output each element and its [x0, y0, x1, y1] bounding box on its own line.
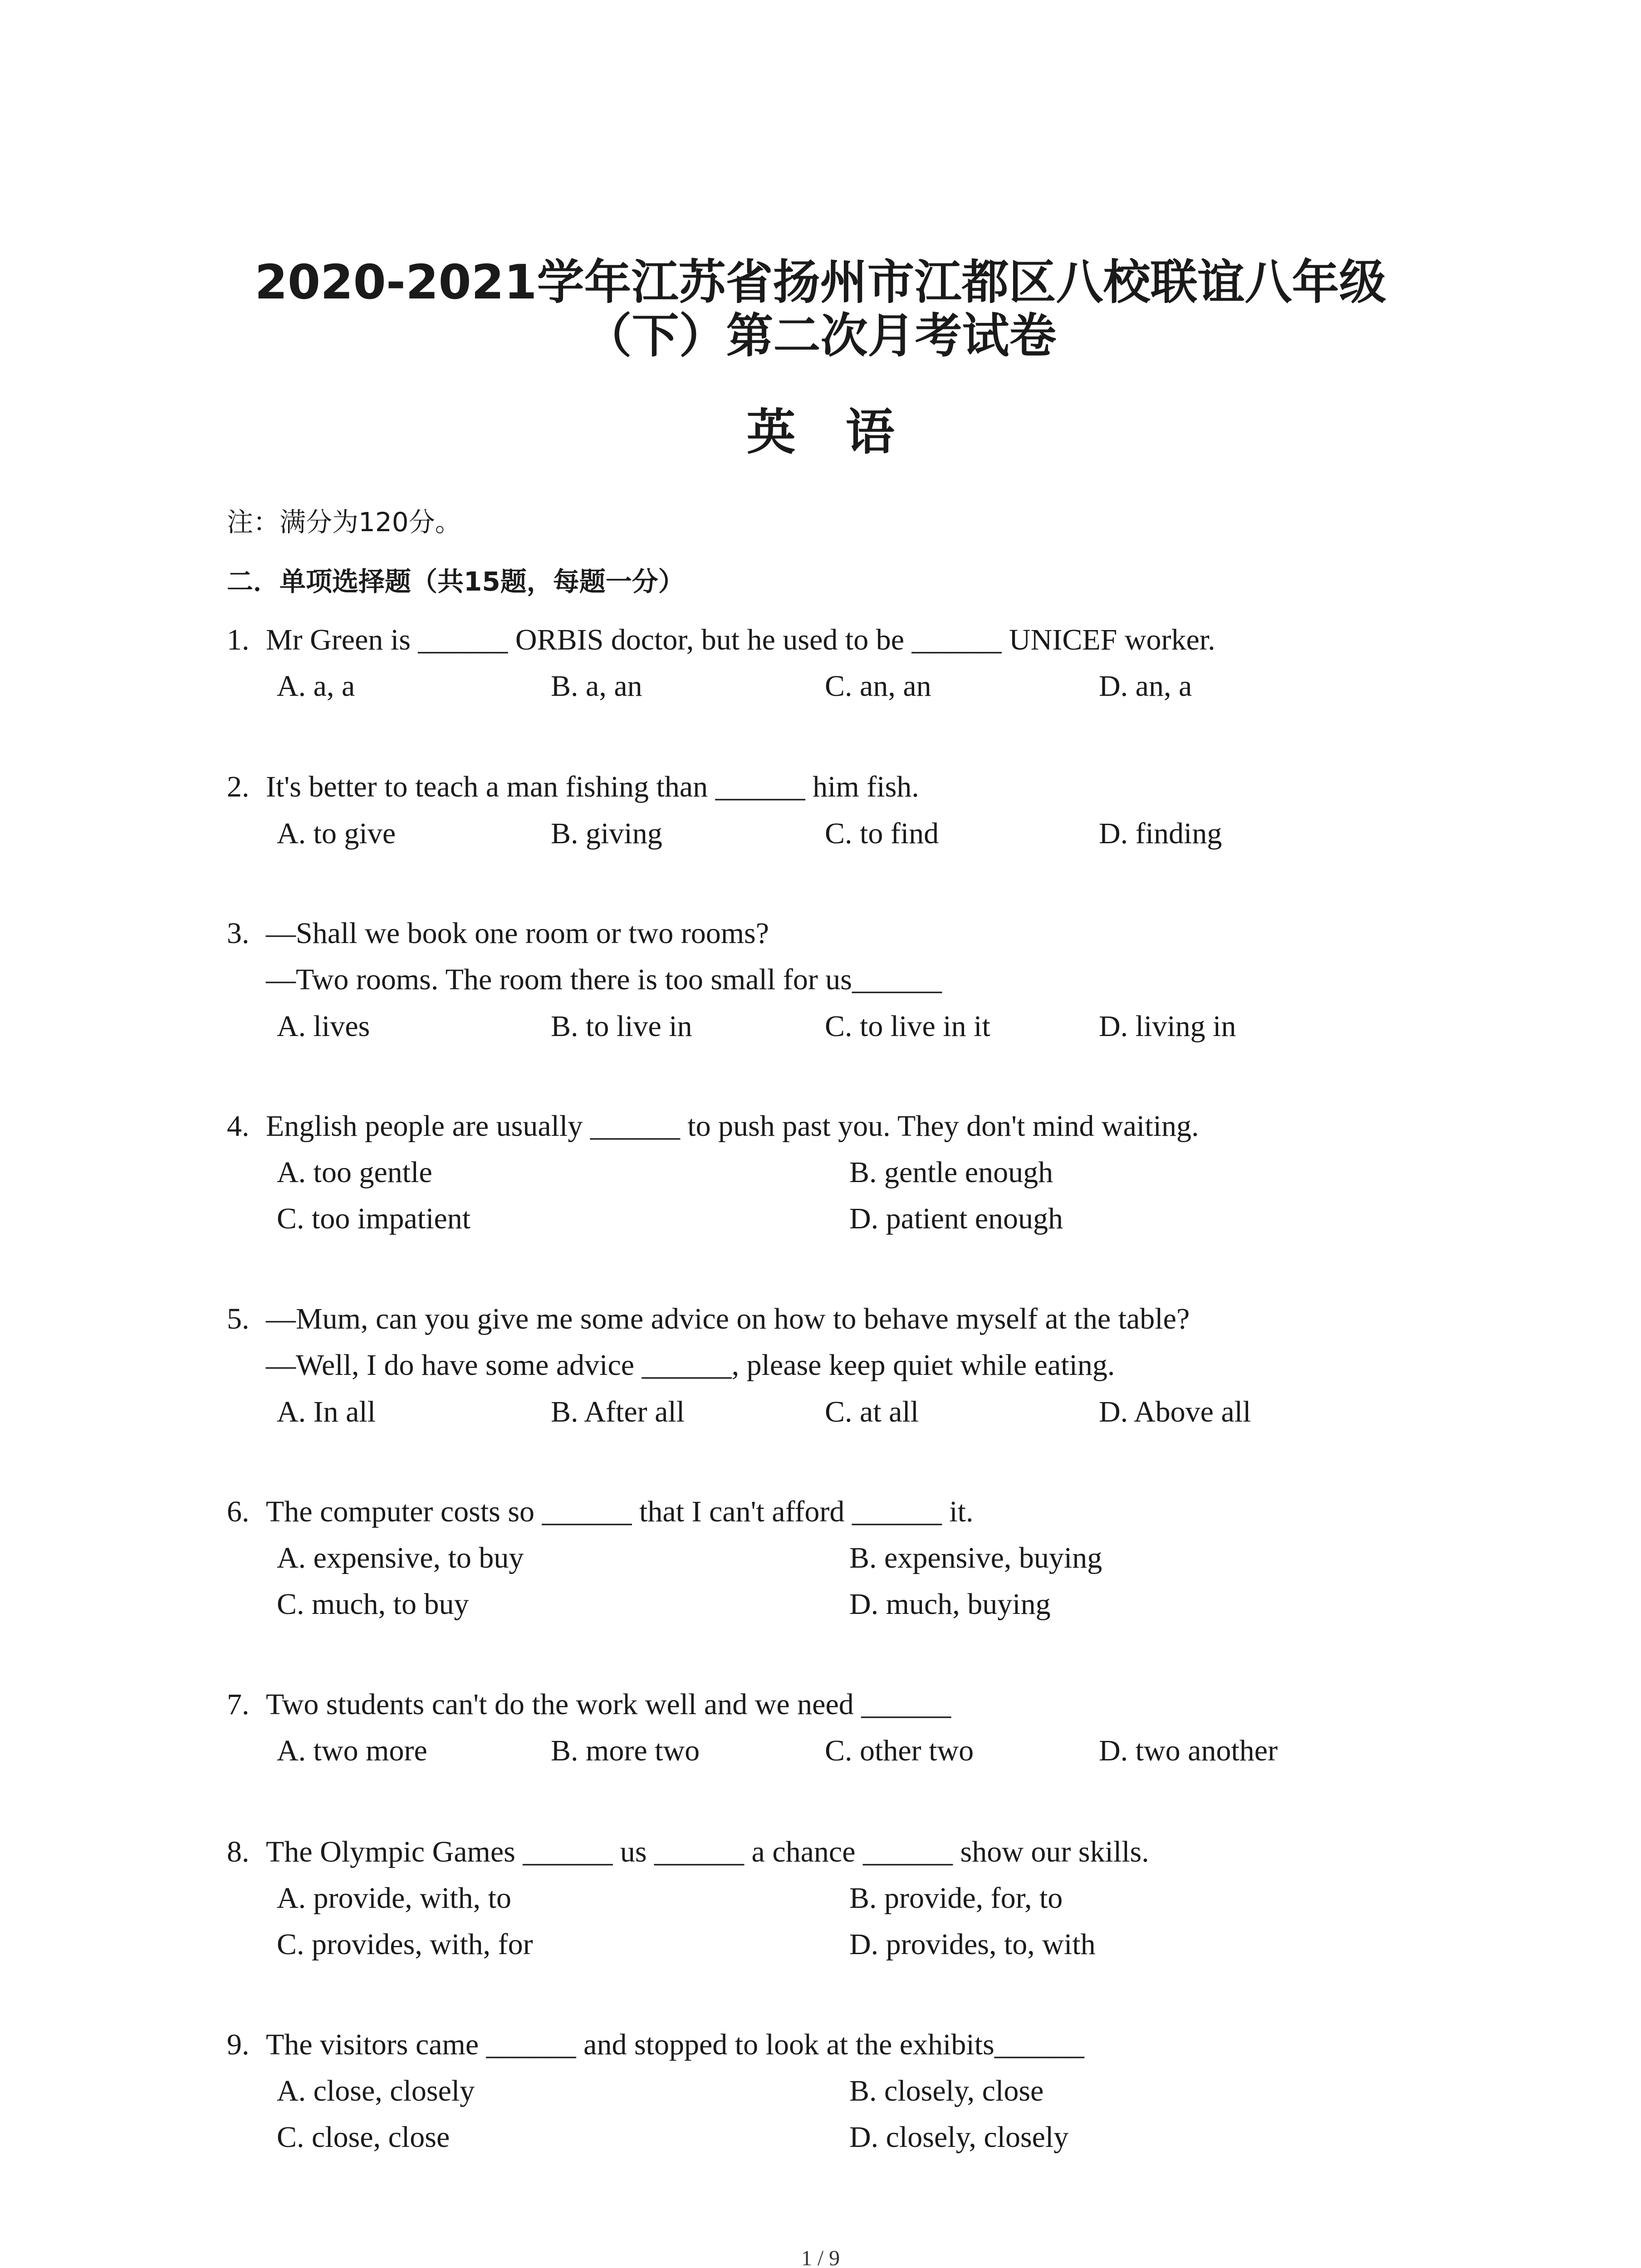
question-number: 8.: [227, 1835, 250, 1868]
question-stem: —Mum, can you give me some advice on how to behave myself at the table?: [266, 1302, 1190, 1335]
question-number: 7.: [227, 1688, 250, 1721]
question-number: 5.: [227, 1302, 250, 1335]
option-d: D. provides, to, with: [849, 1928, 1096, 1961]
question-stem: It's better to teach a man fishing than ______ him fish.: [266, 770, 919, 803]
question-stem: —Shall we book one room or two rooms?: [266, 917, 769, 950]
option-a: A. provide, with, to: [277, 1882, 511, 1915]
exam-title-line-1: 2020-2021学年江苏省扬州市江都区八校联谊八年级: [255, 254, 1386, 310]
option-a: A. expensive, to buy: [277, 1541, 524, 1574]
question-stem: Mr Green is ______ ORBIS doctor, but he used to be ______ UNICEF worker.: [266, 623, 1215, 656]
option-b: B. provide, for, to: [849, 1882, 1063, 1915]
option-a: A. too gentle: [277, 1156, 432, 1189]
option-d: D. patient enough: [849, 1202, 1063, 1235]
option-d: D. finding: [1099, 817, 1222, 850]
option-c: C. much, to buy: [277, 1588, 469, 1621]
option-b: B. After all: [551, 1395, 685, 1428]
option-a: A. lives: [277, 1010, 370, 1043]
option-b: B. closely, close: [849, 2074, 1044, 2107]
option-a: A. two more: [277, 1734, 427, 1767]
option-b: B. gentle enough: [849, 1156, 1053, 1189]
question-number: 6.: [227, 1495, 250, 1528]
option-d: D. an, a: [1099, 670, 1192, 703]
option-d: D. Above all: [1099, 1395, 1251, 1428]
question-stem: The computer costs so ______ that I can't afford ______ it.: [266, 1495, 974, 1528]
option-c: C. to find: [825, 817, 939, 850]
question-number: 4.: [227, 1110, 250, 1143]
question-number: 3.: [227, 917, 250, 950]
option-d: D. closely, closely: [849, 2121, 1069, 2154]
option-b: B. giving: [551, 817, 662, 850]
option-b: B. a, an: [551, 670, 642, 703]
question-stem-line-2: —Two rooms. The room there is too small for us______: [266, 963, 942, 996]
option-c: C. to live in it: [825, 1010, 990, 1043]
option-a: A. close, closely: [277, 2074, 475, 2107]
option-d: D. living in: [1099, 1010, 1236, 1043]
option-c: C. other two: [825, 1734, 974, 1767]
option-a: A. to give: [277, 817, 396, 850]
option-a: A. a, a: [277, 670, 355, 703]
question-number: 1.: [227, 623, 250, 656]
option-c: C. at all: [825, 1395, 919, 1428]
exam-title-line-2: （下）第二次月考试卷: [584, 308, 1057, 363]
question-number: 2.: [227, 770, 250, 803]
subject-heading: 英语: [746, 404, 945, 461]
question-stem-line-2: —Well, I do have some advice ______, please keep quiet while eating.: [266, 1349, 1115, 1382]
section-heading: 二．单项选择题（共15题，每题一分）: [227, 566, 685, 597]
option-a: A. In all: [277, 1395, 376, 1428]
option-c: C. an, an: [825, 670, 931, 703]
option-c: C. provides, with, for: [277, 1928, 533, 1961]
option-c: C. close, close: [277, 2121, 450, 2154]
option-d: D. much, buying: [849, 1588, 1051, 1621]
question-stem: The visitors came ______ and stopped to look at the exhibits______: [266, 2028, 1084, 2061]
option-c: C. too impatient: [277, 1202, 471, 1235]
page-indicator: 1 / 9: [801, 2246, 840, 2268]
option-b: B. expensive, buying: [849, 1541, 1102, 1574]
question-stem: The Olympic Games ______ us ______ a chance ______ show our skills.: [266, 1835, 1149, 1868]
option-b: B. more two: [551, 1734, 700, 1767]
score-note: 注：满分为120分。: [227, 507, 461, 538]
option-b: B. to live in: [551, 1010, 692, 1043]
question-number: 9.: [227, 2028, 250, 2061]
question-stem: Two students can't do the work well and we need ______: [266, 1688, 951, 1721]
question-stem: English people are usually ______ to push past you. They don't mind waiting.: [266, 1110, 1199, 1143]
option-d: D. two another: [1099, 1734, 1278, 1767]
